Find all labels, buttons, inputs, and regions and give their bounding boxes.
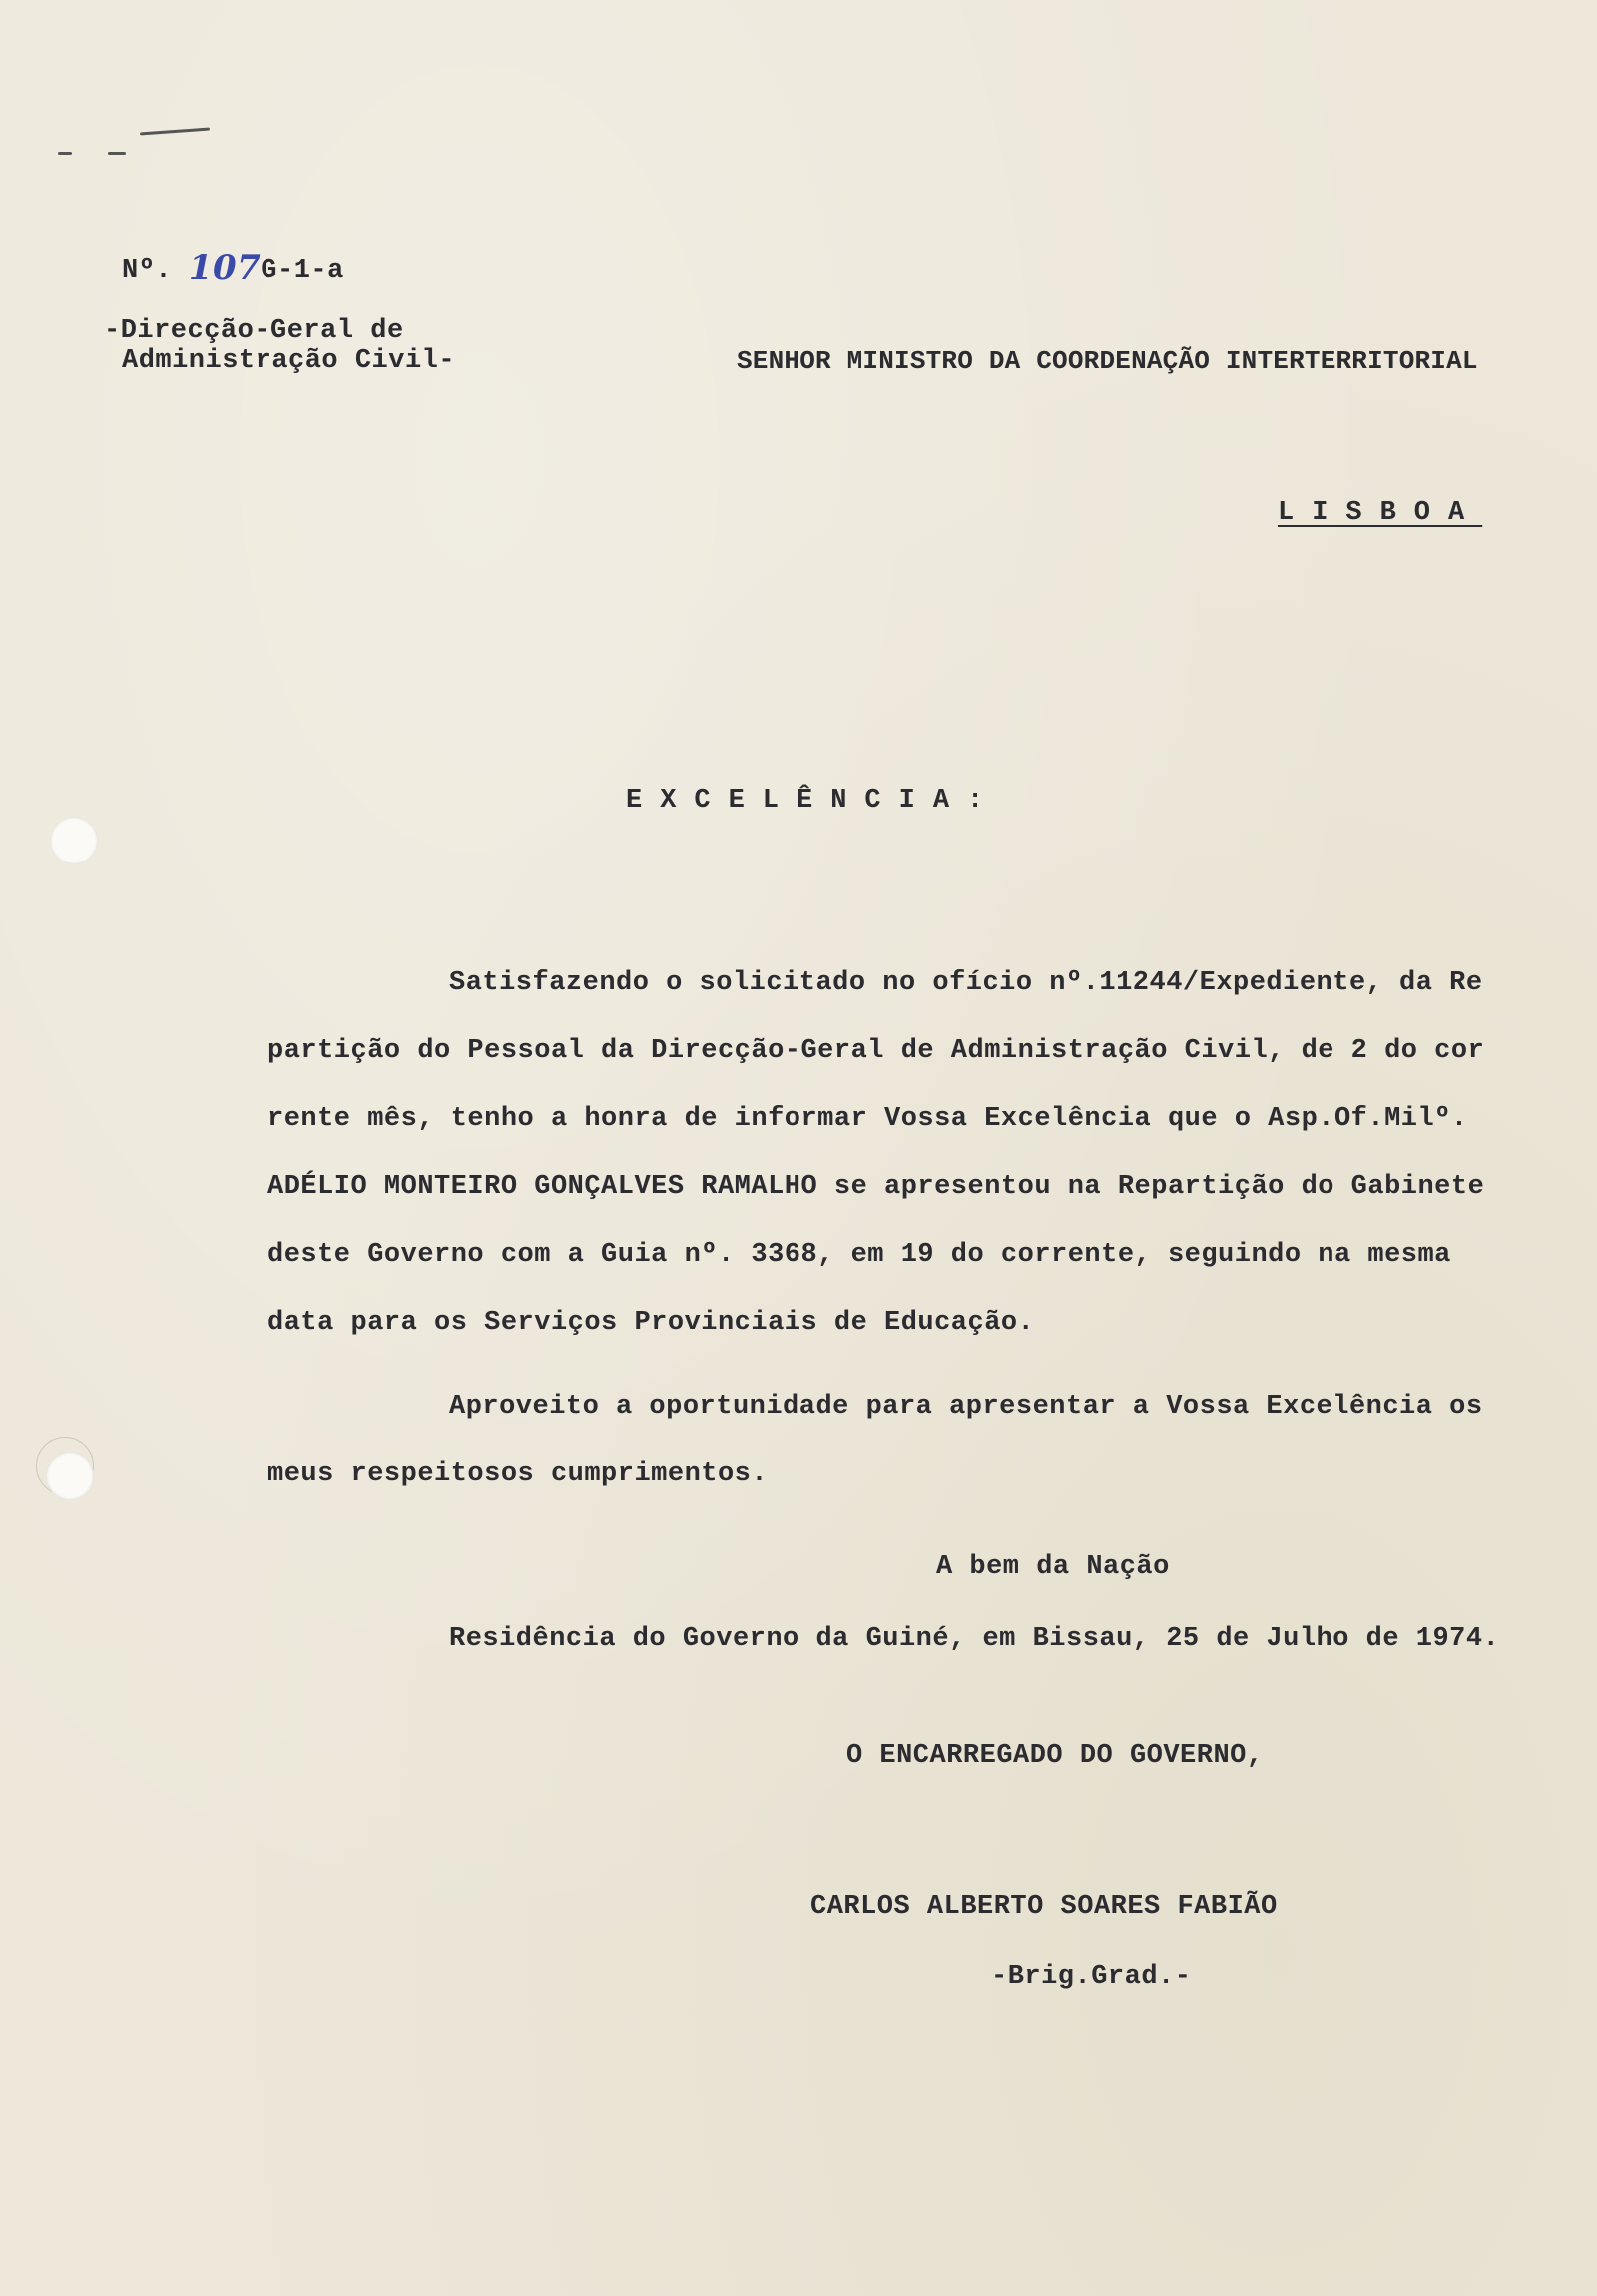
- signatory-rank: -Brig.Grad.-: [991, 1962, 1192, 1992]
- body-paragraph-2-line-1: Aproveito a oportunidade para apresentar a Vossa Excelência os: [449, 1392, 1483, 1422]
- body-paragraph-1-line-4: ADÉLIO MONTEIRO GONÇALVES RAMALHO se apresentou na Repartição do Gabinete: [267, 1172, 1485, 1202]
- signatory-name: CARLOS ALBERTO SOARES FABIÃO: [810, 1892, 1278, 1922]
- salutation: EXCELÊNCIA:: [626, 786, 1002, 816]
- punch-hole-icon: [46, 1452, 94, 1500]
- signatory-title: O ENCARREGADO DO GOVERNO,: [846, 1741, 1264, 1771]
- body-paragraph-1-line-5: deste Governo com a Guia nº. 3368, em 19 do corrente, seguindo na mesma: [267, 1240, 1451, 1270]
- body-paragraph-1-line-3: rente mês, tenho a honra de informar Vossa Excelência que o Asp.Of.Milº.: [267, 1104, 1468, 1134]
- ink-mark: [58, 152, 72, 155]
- reference-number: [122, 246, 344, 287]
- body-paragraph-1-line-6: data para os Serviços Provinciais de Educação.: [267, 1308, 1035, 1338]
- department-line-1: -Direcção-Geral de: [104, 316, 404, 346]
- city: LISBOA: [1278, 498, 1483, 528]
- body-paragraph-2-line-2: meus respeitosos cumprimentos.: [267, 1459, 769, 1489]
- closing-place-date: Residência do Governo da Guiné, em Bissau, 25 de Julho de 1974.: [449, 1624, 1500, 1654]
- reference-prefix: Nº.: [122, 256, 173, 286]
- reference-handwritten-number: 107: [188, 248, 262, 287]
- closing-motto: A bem da Nação: [936, 1552, 1170, 1582]
- addressee: SENHOR MINISTRO DA COORDENAÇÃO INTERTERRITORIAL: [737, 346, 1478, 376]
- body-paragraph-1-line-1: Satisfazendo o solicitado no ofício nº.11244/Expediente, da Re: [449, 968, 1483, 998]
- department-line-2: Administração Civil-: [122, 346, 456, 376]
- ink-mark: [108, 152, 126, 155]
- reference-suffix: G-1-a: [261, 256, 344, 286]
- punch-hole-icon: [50, 817, 98, 864]
- body-paragraph-1-line-2: partição do Pessoal da Direcção-Geral de Administração Civil, de 2 do cor: [267, 1036, 1485, 1066]
- ink-mark: [140, 128, 210, 136]
